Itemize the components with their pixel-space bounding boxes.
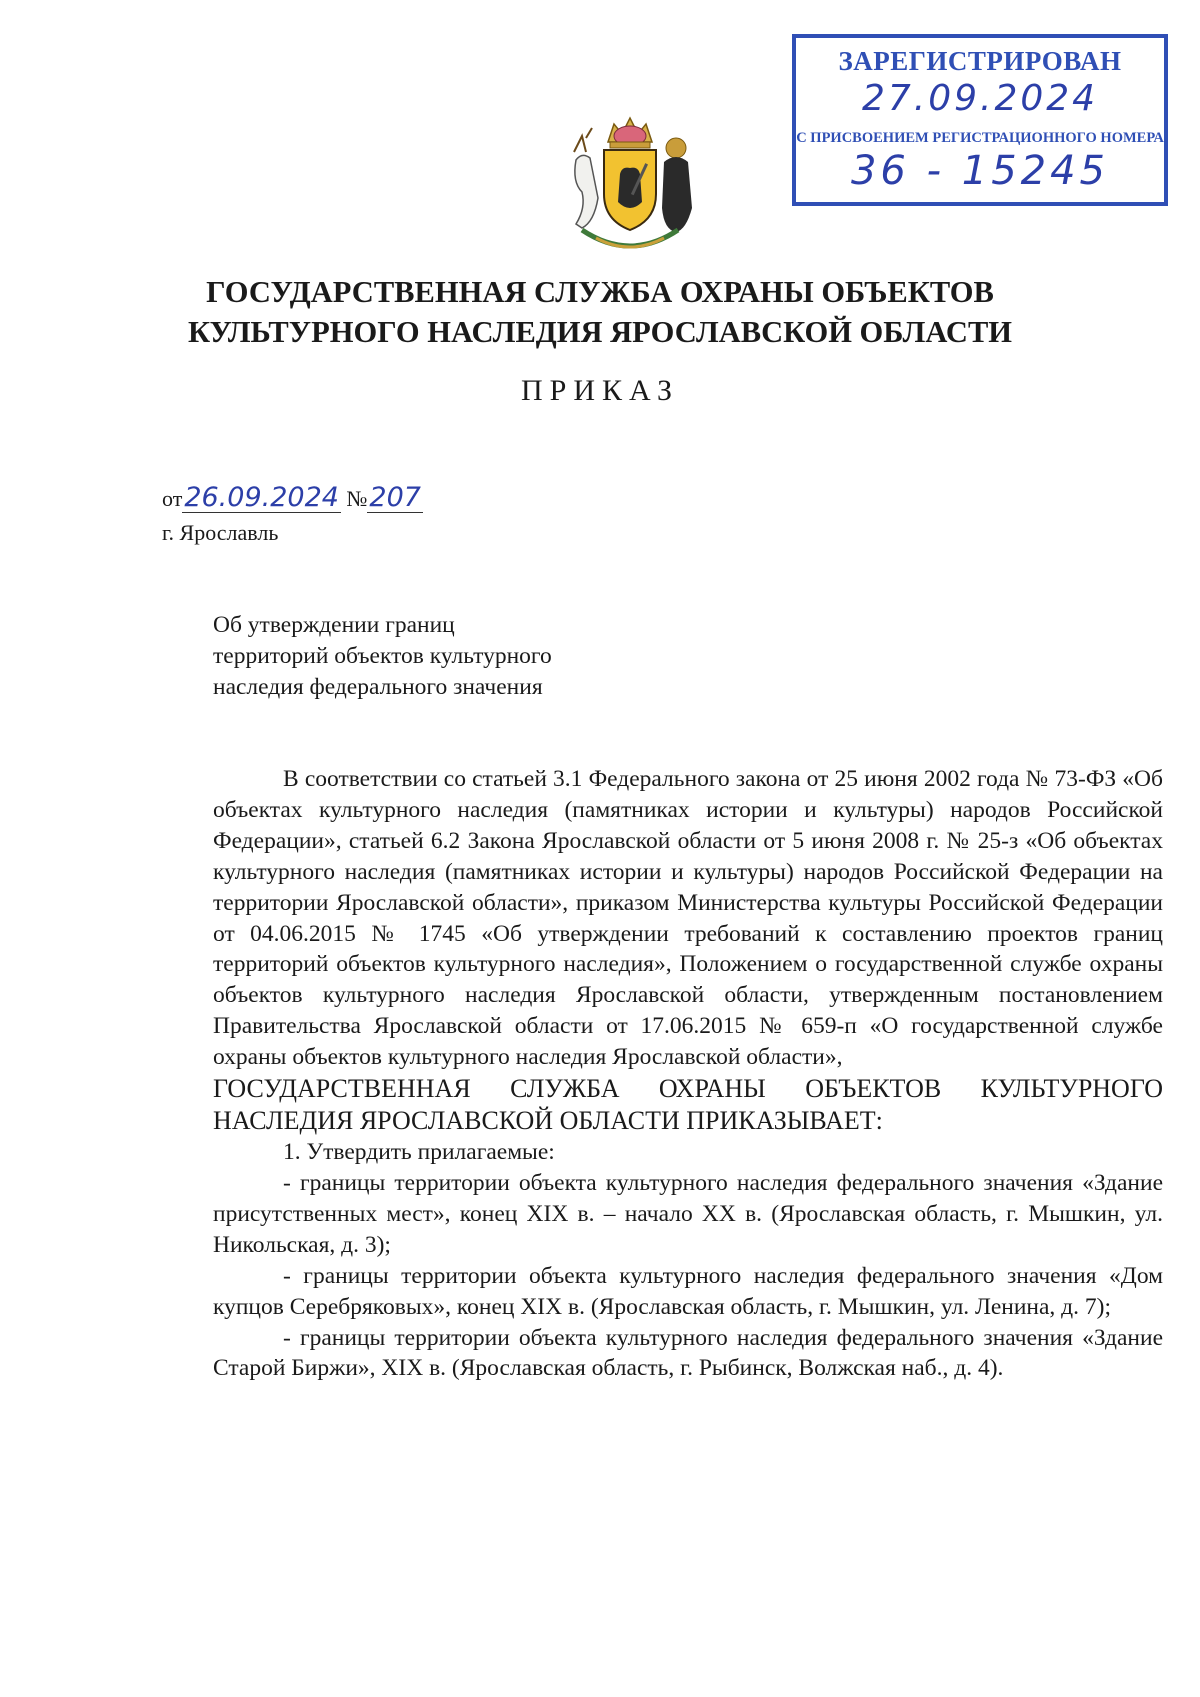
subitem-1: - границы территории объекта культурного наследия федерального значения «Здание присутственных мест», конец XIX в. – начало XX в. (Ярославская область, г. Мышкин, ул. Никольская, д. 3);: [213, 1169, 1163, 1258]
subject-line1: Об утверждении границ: [213, 612, 455, 638]
subject-line2: территорий объектов культурного: [213, 643, 552, 669]
number-label: №: [346, 486, 368, 511]
subitem-2: - границы территории объекта культурного наследия федерального значения «Дом купцов Серебряковых», конец XIX в. (Ярославская область, г. Мышкин, ул. Ленина, д. 7);: [213, 1262, 1163, 1320]
agency-name: [0, 272, 1200, 352]
stamp-registration-number: 36 - 15245: [850, 148, 1109, 194]
registration-stamp: [792, 34, 1168, 206]
from-label: от: [162, 486, 183, 511]
agency-name-line1: ГОСУДАРСТВЕННАЯ СЛУЖБА ОХРАНЫ ОБЪЕКТОВ: [206, 275, 994, 309]
order-number: 207: [369, 482, 421, 513]
stamp-date: 27.09.2024: [861, 78, 1099, 119]
stamp-title: ЗАРЕГИСТРИРОВАН: [838, 46, 1122, 76]
document-type: ПРИКАЗ: [521, 374, 679, 407]
order-body: [213, 764, 1163, 1384]
order-date: 26.09.2024: [184, 482, 339, 513]
yaroslavl-coat-of-arms-icon: [552, 112, 708, 264]
agency-name-line2: КУЛЬТУРНОГО НАСЛЕДИЯ ЯРОСЛАВСКОЙ ОБЛАСТИ: [187, 315, 1013, 349]
stamp-subtitle: С ПРИСВОЕНИЕМ РЕГИСТРАЦИОННОГО НОМЕРА: [796, 130, 1164, 146]
preamble-paragraph: В соответствии со статьей 3.1 Федерального закона от 25 июня 2002 года № 73-ФЗ «Об объектах культурного наследия (памятниках истории и культуры) народов Российской Федерации», статьей 6.2 Закона Ярославской области от 5 июня 2008 г. № 25-з «Об объектах культурного наследия (памятниках истории и культуры) народов Российской Федерации на территории Ярославской области», приказом Министерства культуры Российской Федерации от 04.06.2015 № 1745 «Об утверждении требований к составлению проектов границ территорий объектов культурного наследия», Положением о государственной службе охраны объектов культурного наследия Ярославской области, утвержденным постановлением Правительства Ярославской области от 17.06.2015 № 659-п «О государственной службе охраны объектов культурного наследия Ярославской области»,: [213, 766, 1163, 1071]
subitem-3: - границы территории объекта культурного наследия федерального значения «Здание Старой Биржи», XIX в. (Ярославская область, г. Рыбинск, Волжская наб., д. 4).: [213, 1324, 1163, 1382]
item-1: 1. Утвердить прилагаемые:: [283, 1139, 555, 1166]
orders-statement: ГОСУДАРСТВЕННАЯ СЛУЖБА ОХРАНЫ ОБЪЕКТОВ КУЛЬТУРНОГО НАСЛЕДИЯ ЯРОСЛАВСКОЙ ОБЛАСТИ ПРИКАЗЫВАЕТ:: [213, 1074, 1163, 1136]
order-date-number: [162, 484, 423, 513]
city: г. Ярославль: [162, 520, 279, 545]
order-subject: [213, 610, 552, 703]
subject-line3: наследия федерального значения: [213, 674, 543, 700]
